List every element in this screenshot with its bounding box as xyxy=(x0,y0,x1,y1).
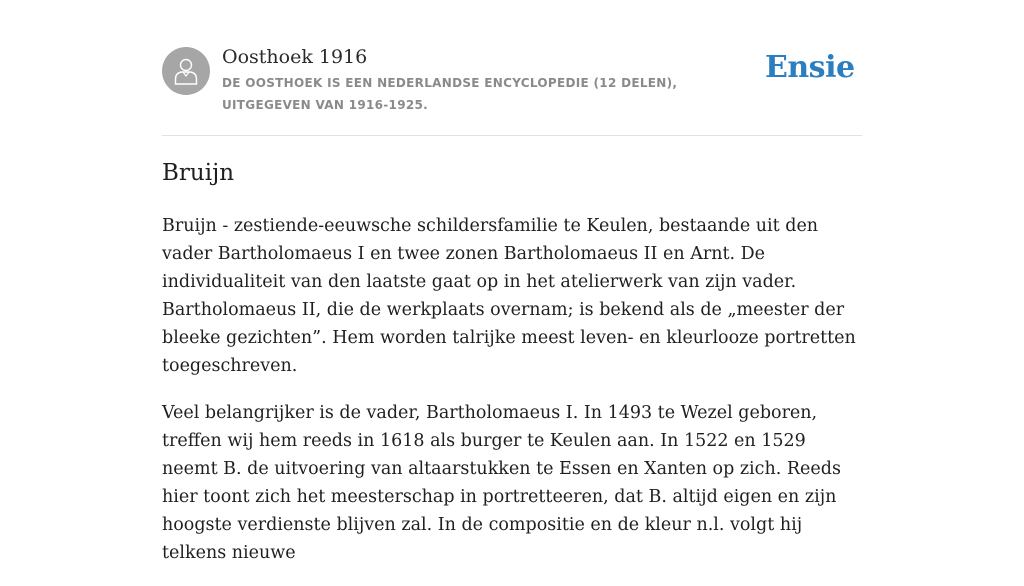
source-header xyxy=(162,44,862,136)
source-title-link[interactable]: Oosthoek 1916 xyxy=(222,46,368,68)
article-title: Bruijn xyxy=(162,160,235,186)
ensie-logo-link[interactable]: Ensie xyxy=(765,50,855,85)
article-paragraph: Bruijn - zestiende-eeuwsche schildersfamilie te Keulen, bestaande uit den vader Bartholomaeus I en twee zonen Bartholomaeus II en Arnt. De individualiteit van den laatste gaat op in het atelierwerk van zijn vader. Bartholomaeus II, die de werkplaats overnam; is bekend als de „meester der bleeke gezichten”. Hem worden talrijke meest leven- en kleurlooze portretten toegeschreven. xyxy=(162,216,856,376)
source-description: DE OOSTHOEK IS EEN NEDERLANDSE ENCYCLOPEDIE (12 DELEN), UITGEGEVEN VAN 1916-1925. xyxy=(222,76,678,112)
article-body xyxy=(162,212,862,586)
article-paragraph: Veel belangrijker is de vader, Bartholomaeus I. In 1493 te Wezel geboren, treffen wij hem reeds in 1618 als burger te Keulen aan. In 1522 en 1529 neemt B. de uitvoering van altaarstukken te Essen en Xanten op zich. Reeds hier toont zich het meesterschap in portretteeren, dat B. altijd eigen en zijn hoogste verdienste blijven zal. In de compositie en de kleur n.l. volgt hij telkens nieuwe xyxy=(162,403,841,563)
avatar[interactable] xyxy=(162,47,210,95)
user-icon xyxy=(174,57,198,85)
